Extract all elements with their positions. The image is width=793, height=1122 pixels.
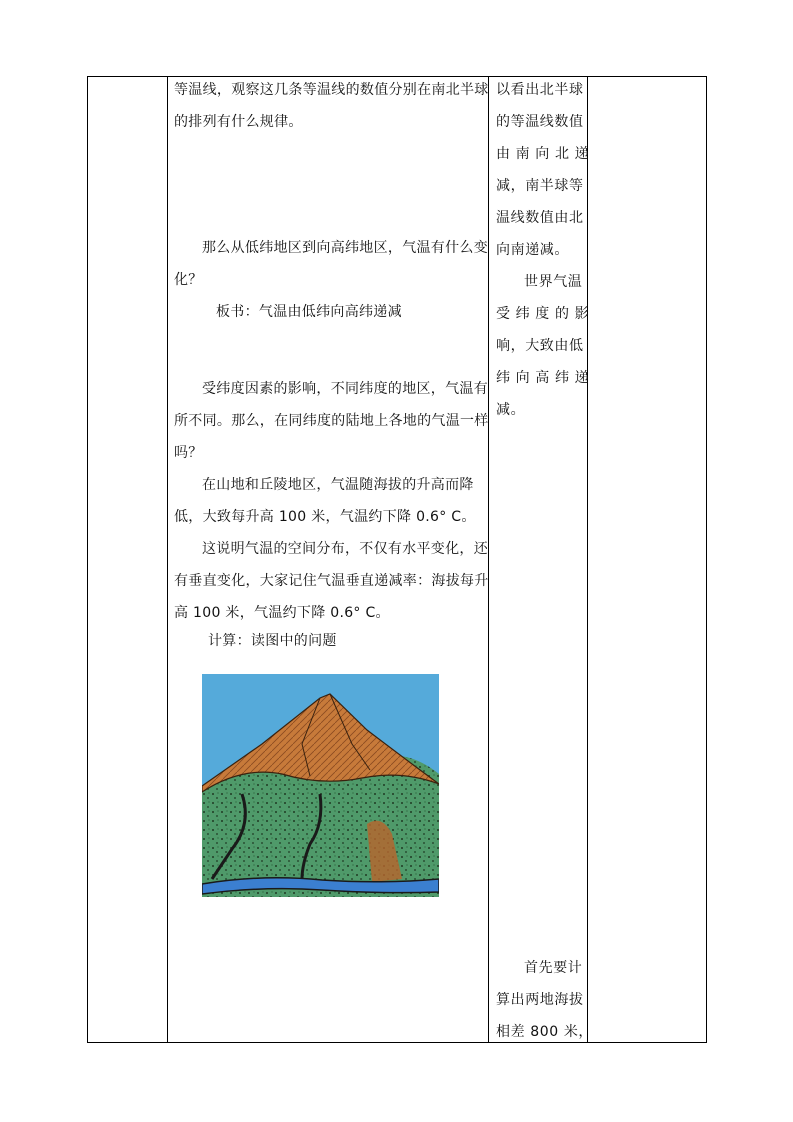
table-left-border (87, 76, 88, 1043)
answer-text-line: 温线数值由北 (496, 210, 584, 226)
answer-text-line: 世界气温 (524, 274, 583, 290)
teaching-text-line: 在山地和丘陵地区，气温随海拔的升高而降 (202, 477, 474, 493)
answer-text-line: 向南递减。 (496, 242, 569, 258)
answer-text-line: 以看出北半球 (496, 82, 584, 98)
answer-text-line: 首先要计 (524, 960, 583, 976)
answer-text-line: 受 纬 度 的 影 (496, 306, 590, 322)
table-bottom-border (87, 1042, 707, 1043)
teaching-text-line: 化？ (174, 272, 203, 288)
column-divider-3 (587, 76, 588, 1043)
answer-text-line: 纬 向 高 纬 递 (496, 370, 590, 386)
blackboard-note: 板书：气温由低纬向高纬递减 (216, 304, 402, 320)
calculation-prompt: 计算：读图中的问题 (208, 633, 337, 649)
table-right-border (706, 76, 707, 1043)
answer-text-line: 响，大致由低 (496, 338, 584, 354)
answer-text-line: 相差 800 米， (496, 1024, 594, 1040)
answer-text-line: 减，南半球等 (496, 178, 584, 194)
column-divider-2 (488, 76, 489, 1043)
answer-text-line: 的等温线数值 (496, 114, 584, 130)
answer-text-line: 算出两地海拔 (496, 992, 584, 1008)
teaching-text-line: 吗？ (174, 445, 203, 461)
teaching-text-line: 受纬度因素的影响，不同纬度的地区，气温有 (202, 381, 488, 397)
teaching-text-line: 那么从低纬地区到向高纬地区，气温有什么变 (202, 240, 488, 256)
teaching-text-line: 这说明气温的空间分布，不仅有水平变化，还 (202, 541, 488, 557)
column-divider-1 (167, 76, 168, 1043)
teaching-text-line: 的排列有什么规律。 (174, 114, 303, 130)
mountain-illustration (202, 674, 439, 897)
answer-text-line: 由 南 向 北 递 (496, 146, 590, 162)
teaching-text-line: 高 100 米，气温约下降 0.6° C。 (174, 605, 390, 621)
answer-text-line: 减。 (496, 402, 526, 418)
teaching-text-line: 低，大致每升高 100 米，气温约下降 0.6° C。 (174, 509, 476, 525)
teaching-text-line: 所不同。那么，在同纬度的陆地上各地的气温一样 (174, 413, 489, 429)
teaching-text-line: 有垂直变化，大家记住气温垂直递减率：海拔每升 (174, 573, 489, 589)
teaching-text-line: 等温线，观察这几条等温线的数值分别在南北半球 (174, 82, 489, 98)
